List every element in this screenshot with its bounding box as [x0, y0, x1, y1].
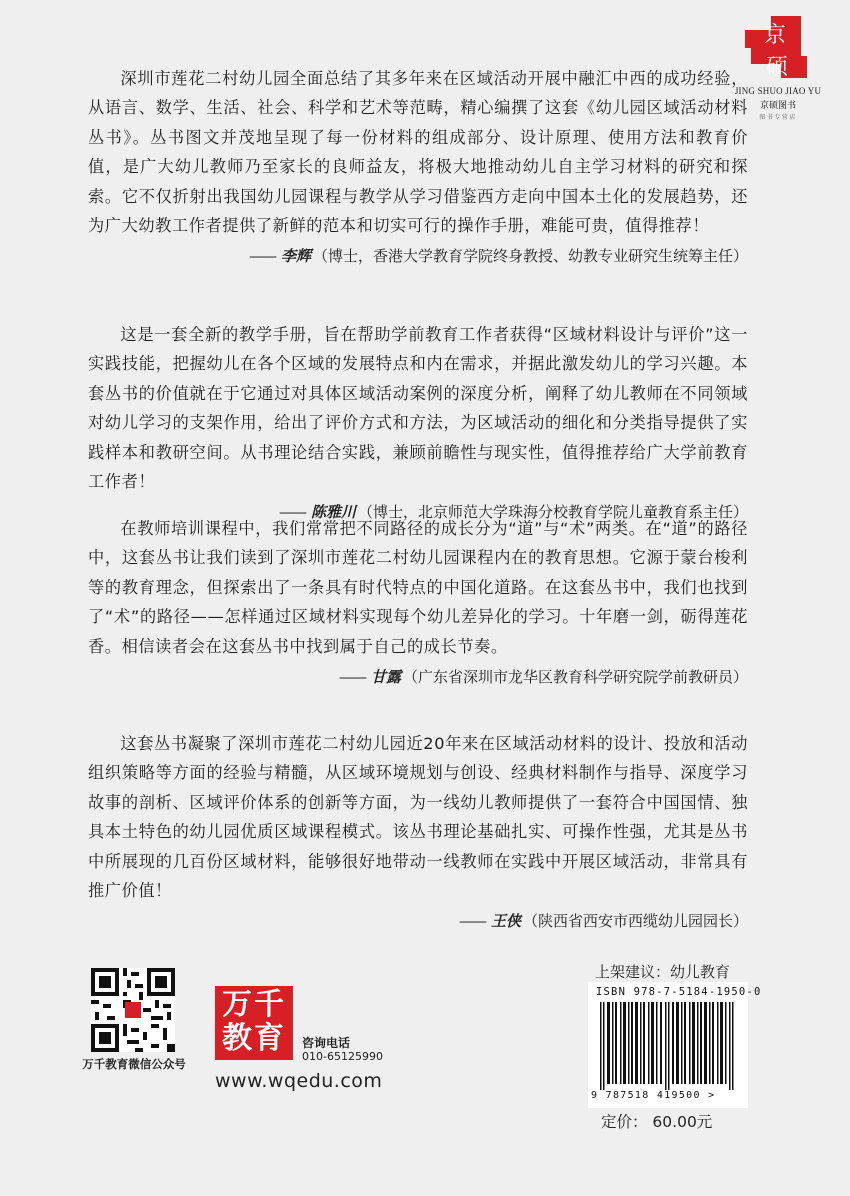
price-label: 定价： 60.00元 [601, 1113, 713, 1131]
barcode-digits: 9 787518 419500 > [591, 1090, 716, 1101]
attribution-dash: —— [248, 247, 275, 266]
logo-pinyin: JING SHUO JIAO YU [734, 86, 822, 96]
isbn-text: ISBN 978-7-5184-1950-0 [596, 986, 762, 998]
review-block-3 [88, 514, 748, 692]
shelf-suggestion: 上架建议：幼儿教育 [595, 963, 731, 981]
attribution-dash: —— [338, 668, 365, 687]
reviewer-name: 王侠 [490, 912, 521, 931]
logo-tagline: 图书专营店 [759, 114, 797, 121]
brand-logo-line2: 教育 [222, 1021, 286, 1056]
reviewer-name: 甘露 [370, 668, 401, 687]
review-block-4 [88, 729, 748, 936]
review-text: 在教师培训课程中，我们常常把不同路径的成长分为“道”与“术”两类。在“道”的路径中，这套丛书让我们读到了深圳市莲花二村幼儿园课程内在的教育思想。它源于蒙台梭利等的教育理念，但探索出了一条具有时代特点的中国化道路。在这套丛书中，我们也找到了“术”的路径——怎样通过区域材料实现每个幼儿差异化的学习。十年磨一剑，砺得莲花香。相信读者会在这套丛书中找到属于自己的成长节奏。 [88, 519, 748, 656]
reviewer-title: （博士，北京师范大学珠海分校教育学院儿童教育系主任） [357, 503, 748, 522]
review-block-2 [88, 320, 748, 527]
logo-name: 京硕图书 [759, 101, 796, 111]
reviewer-title: （陕西省西安市西缆幼儿园园长） [522, 912, 748, 931]
reviewer-name: 陈雅川 [310, 503, 356, 522]
reviewer-title: （广东省深圳市龙华区教育科学研究院学前教研员） [402, 668, 748, 687]
brand-logo-line1: 万千 [222, 987, 286, 1022]
hotline-label: 咨询电话 [302, 1036, 351, 1050]
attribution-dash: —— [458, 912, 485, 931]
review-text: 这是一套全新的教学手册，旨在帮助学前教育工作者获得“区域材料设计与评价”这一实践技能，把握幼儿在各个区域的发展特点和内在需求，并据此激发幼儿的学习兴趣。本套丛书的价值就在于它通过对具体区域活动案例的深度分析，阐释了幼儿教师在不同领域对幼儿学习的支架作用，给出了评价方式和方法，为区域活动的细化和分类指导提供了实践样本和教研空间。从书理论结合实践，兼顾前瞻性与现实性，值得推荐给广大学前教育工作者！ [88, 325, 748, 492]
review-text: 深圳市莲花二村幼儿园全面总结了其多年来在区域活动开展中融汇中西的成功经验，从语言、数学、生活、社会、科学和艺术等范畴，精心编撰了这套《幼儿园区域活动材料丛书》。丛书图文并茂地呈现了每一份材料的组成部分、设计原理、使用方法和教育价值，是广大幼儿教师乃至家长的良师益友，将极大地推动幼儿自主学习材料的研究和探索。它不仅折射出我国幼儿园课程与教学从学习借鉴西方走向中国本土化的发展趋势，还为广大幼教工作者提供了新鲜的范本和切实可行的操作手册，难能可贵，值得推荐！ [88, 69, 748, 236]
website-link[interactable]: www.wqedu.com [215, 1070, 383, 1092]
brand-logo [215, 986, 293, 1060]
seal-char-1: 京 [763, 23, 787, 48]
review-attribution [88, 663, 748, 692]
review-attribution [88, 242, 748, 271]
seal-icon [741, 12, 811, 82]
seal-char-2: 硕 [765, 55, 789, 80]
review-block-1 [88, 64, 748, 271]
reviewer-name: 李辉 [280, 247, 311, 266]
review-attribution [88, 907, 748, 936]
barcode-icon [596, 1002, 742, 1090]
reviewer-title: （博士，香港大学教育学院终身教授、幼教专业研究生统筹主任） [312, 247, 748, 266]
hotline-number: 010-65125990 [302, 1050, 383, 1063]
attribution-dash: —— [278, 503, 305, 522]
qr-caption: 万千教育微信公众号 [82, 1057, 186, 1071]
qr-code-icon[interactable] [91, 968, 175, 1052]
review-text: 这套丛书凝聚了深圳市莲花二村幼儿园近20年来在区域活动材料的设计、投放和活动组织策略等方面的经验与精髓，从区域环境规划与创设、经典材料制作与指导、深度学习故事的剖析、区域评价体系的创新等方面，为一线幼儿教师提供了一套符合中国国情、独具本土特色的幼儿园优质区域课程模式。该丛书理论基础扎实、可操作性强，尤其是丛书中所展现的几百份区域材料，能够很好地带动一线教师在实践中开展区域活动，非常具有推广价值！ [88, 734, 748, 901]
